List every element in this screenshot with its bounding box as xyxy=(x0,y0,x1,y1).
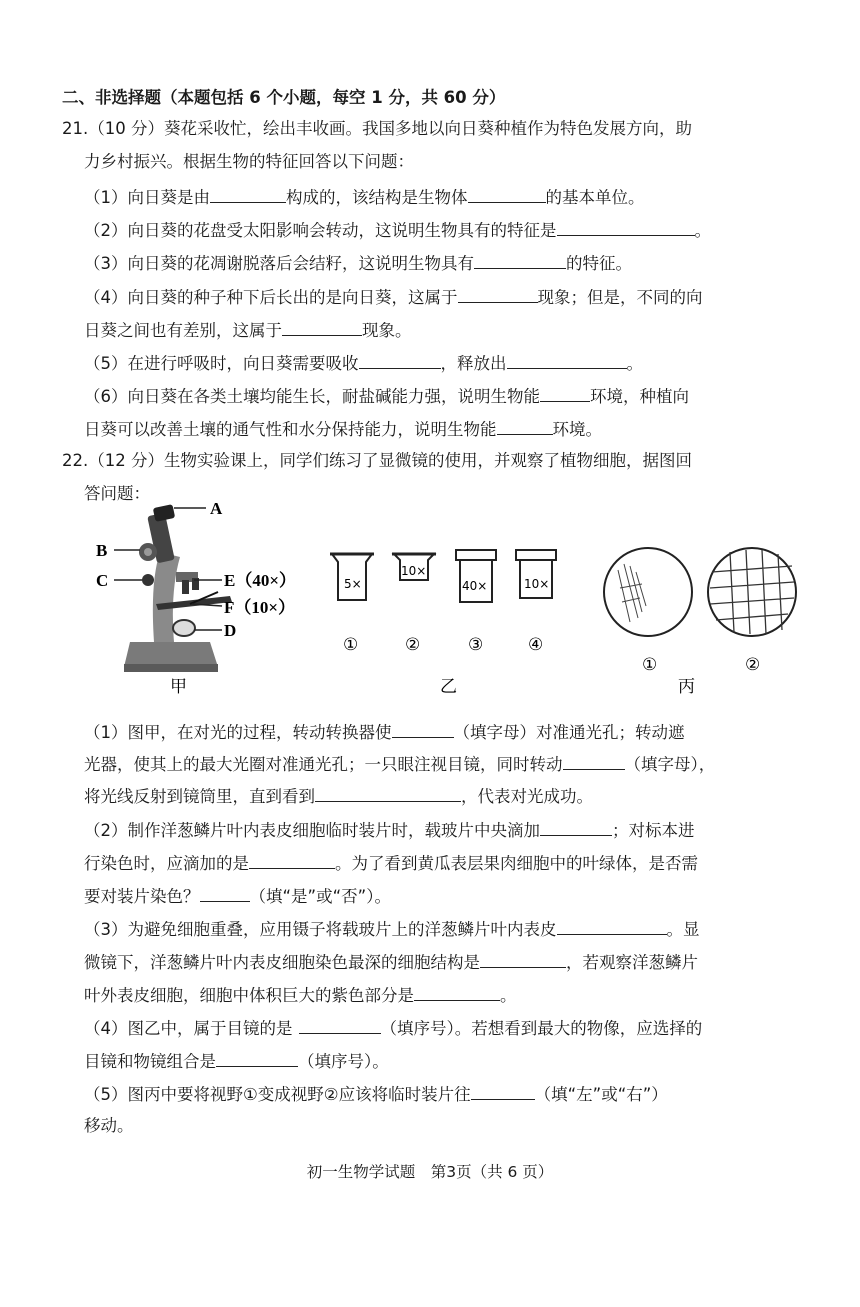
field-of-view-1 xyxy=(604,548,692,636)
q22-part3-line2 xyxy=(84,949,698,975)
q22-part5-line2: 移动。 xyxy=(84,1116,134,1135)
q21-p1-text-b: 构成的，该结构是生物体 xyxy=(286,188,468,207)
label-jia: 甲 xyxy=(170,677,187,697)
label-b: B xyxy=(96,541,108,560)
q22-p1-text-b: （填字母）对准通光孔；转动遮 xyxy=(453,723,685,742)
answer-blank[interactable] xyxy=(507,350,627,369)
q22-intro-line2: 答问题： xyxy=(84,484,150,503)
label-d: D xyxy=(224,621,237,640)
q22-part1-line3 xyxy=(84,783,593,809)
q21-part5 xyxy=(84,350,643,376)
lens-2-number: ② xyxy=(405,635,421,655)
answer-blank[interactable] xyxy=(474,250,566,269)
q21-p5-text-b: ，释放出 xyxy=(440,354,507,373)
q22-p3-text-a: （3）为避免细胞重叠，应用镊子将载玻片上的洋葱鳞片叶内表皮 xyxy=(84,920,557,939)
q22-p5-text-a: （5）图丙中要将视野①变成视野②应该将临时装片往 xyxy=(84,1085,471,1104)
q21-p5-text-a: （5）在进行呼吸时，向日葵需要吸收 xyxy=(84,354,359,373)
lens-2-mag: 10× xyxy=(401,564,427,578)
answer-blank[interactable] xyxy=(200,883,250,902)
q22-part3-line3 xyxy=(84,982,517,1008)
q21-p6-text-d: 环境。 xyxy=(552,420,602,439)
q21-p2-text-b: 。 xyxy=(694,221,711,240)
answer-blank[interactable] xyxy=(282,317,362,336)
q22-p3-text-c: 微镜下，洋葱鳞片叶内表皮细胞染色最深的细胞结构是 xyxy=(84,953,480,972)
answer-blank[interactable] xyxy=(299,1015,381,1034)
q21-part1 xyxy=(84,184,645,210)
q21-p6-text-b: 环境，种植向 xyxy=(590,387,689,406)
label-f: F（10×） xyxy=(224,598,296,617)
q21-p6-text-c: 日葵可以改善土壤的通气性和水分保持能力，说明生物能 xyxy=(84,420,497,439)
field-1-number: ① xyxy=(642,655,658,675)
answer-blank[interactable] xyxy=(216,1048,298,1067)
answer-blank[interactable] xyxy=(557,916,667,935)
q22-p4-text-b: （填序号）。若想看到最大的物像，应选择的 xyxy=(380,1019,703,1038)
q21-part3 xyxy=(84,250,632,276)
answer-blank[interactable] xyxy=(315,783,461,802)
answer-blank[interactable] xyxy=(210,184,286,203)
q22-p4-text-a: （4）图乙中，属于目镜的是 xyxy=(84,1019,293,1038)
q22-part4-line1 xyxy=(84,1015,702,1041)
q21-part2 xyxy=(84,217,711,243)
q22-p3-text-b: 。显 xyxy=(666,920,700,939)
q22-p2-text-e: 要对装片染色？ xyxy=(84,887,200,906)
microscope-figure xyxy=(90,492,810,702)
q22-part2-line3 xyxy=(84,883,391,909)
q21-p3-text-a: （3）向日葵的花凋谢脱落后会结籽，这说明生物具有 xyxy=(84,254,474,273)
label-c: C xyxy=(96,571,109,590)
q21-p4-text-b: 现象；但是，不同的向 xyxy=(537,288,703,307)
answer-blank[interactable] xyxy=(557,217,695,236)
q22-part1-line1 xyxy=(84,719,685,745)
q22-p1-text-a: （1）图甲，在对光的过程，转动转换器使 xyxy=(84,723,392,742)
q21-part6-line1 xyxy=(84,383,689,409)
field-of-view-2 xyxy=(708,548,796,636)
q21-p1-text-c: 的基本单位。 xyxy=(545,188,645,207)
lens-3-mag: 40× xyxy=(462,579,488,593)
q22-p3-text-d: ，若观察洋葱鳞片 xyxy=(566,953,698,972)
q22-p2-text-f: （填“是”或“否”）。 xyxy=(249,887,391,906)
q21-p4-text-c: 日葵之间也有差别，这属于 xyxy=(84,321,282,340)
q22-part5-line1 xyxy=(84,1081,668,1107)
q21-p4-text-a: （4）向日葵的种子种下后长出的是向日葵，这属于 xyxy=(84,288,458,307)
lens-1-number: ① xyxy=(343,635,359,655)
label-e: E（40×） xyxy=(224,571,297,590)
q22-part2-line2 xyxy=(84,850,698,876)
lens-4-mag: 10× xyxy=(524,577,550,591)
q22-p4-text-c: 目镜和物镜组合是 xyxy=(84,1052,216,1071)
lens-4-number: ④ xyxy=(528,635,544,655)
q21-intro-line1: 21.（10 分）葵花采收忙，绘出丰收画。我国多地以向日葵种植作为特色发展方向，助 xyxy=(62,119,692,138)
section-title: 二、非选择题（本题包括 6 个小题，每空 1 分，共 60 分） xyxy=(62,88,506,107)
answer-blank[interactable] xyxy=(249,850,335,869)
answer-blank[interactable] xyxy=(540,383,590,402)
q22-part3-line1 xyxy=(84,916,700,942)
q22-p1-text-e: 将光线反射到镜筒里，直到看到 xyxy=(84,787,315,806)
microscope-drawing xyxy=(114,504,232,672)
q22-p2-text-a: （2）制作洋葱鳞片叶内表皮细胞临时装片时，载玻片中央滴加 xyxy=(84,821,540,840)
q21-p5-text-c: 。 xyxy=(626,354,643,373)
answer-blank[interactable] xyxy=(471,1081,535,1100)
q21-p6-text-a: （6）向日葵在各类土壤均能生长，耐盐碱能力强，说明生物能 xyxy=(84,387,540,406)
q22-p1-text-d: （填字母）， xyxy=(624,755,716,774)
q21-p2-text-a: （2）向日葵的花盘受太阳影响会转动，这说明生物具有的特征是 xyxy=(84,221,557,240)
lens-1-mag: 5× xyxy=(344,577,362,591)
field-2-number: ② xyxy=(745,655,761,675)
q22-p2-text-d: 。为了看到黄瓜表层果肉细胞中的叶绿体，是否需 xyxy=(335,854,698,873)
q21-p3-text-b: 的特征。 xyxy=(566,254,632,273)
q22-p1-text-f: ，代表对光成功。 xyxy=(461,787,593,806)
answer-blank[interactable] xyxy=(480,949,566,968)
lens-3 xyxy=(456,550,496,602)
q21-p1-text-a: （1）向日葵是由 xyxy=(84,188,210,207)
answer-blank[interactable] xyxy=(563,751,625,770)
q22-p1-text-c: 光器，使其上的最大光圈对准通光孔；一只眼注视目镜，同时转动 xyxy=(84,755,563,774)
q22-part4-line2 xyxy=(84,1048,389,1074)
q22-p4-text-d: （填序号）。 xyxy=(298,1052,389,1071)
q22-p3-text-f: 。 xyxy=(500,986,517,1005)
q22-intro-line1: 22.（12 分）生物实验课上，同学们练习了显微镜的使用，并观察了植物细胞，据图回 xyxy=(62,451,692,470)
q22-p5-text-b: （填“左”或“右”） xyxy=(534,1085,668,1104)
q22-p2-text-c: 行染色时，应滴加的是 xyxy=(84,854,249,873)
answer-blank[interactable] xyxy=(414,982,500,1001)
q22-part2-line1 xyxy=(84,817,695,843)
q22-part1-line2 xyxy=(84,751,715,777)
page-footer: 初一生物学试题 第3页（共 6 页） xyxy=(306,1163,554,1181)
q21-intro-line2: 力乡村振兴。根据生物的特征回答以下问题： xyxy=(84,152,414,171)
label-yi: 乙 xyxy=(440,677,457,697)
lens-3-number: ③ xyxy=(468,635,484,655)
answer-blank[interactable] xyxy=(359,350,441,369)
answer-blank[interactable] xyxy=(497,416,553,435)
q21-part4-line1 xyxy=(84,284,703,310)
answer-blank[interactable] xyxy=(392,719,454,738)
q22-p2-text-b: ；对标本进 xyxy=(612,821,695,840)
answer-blank[interactable] xyxy=(458,284,538,303)
q21-part6-line2 xyxy=(84,416,602,442)
answer-blank[interactable] xyxy=(468,184,546,203)
answer-blank[interactable] xyxy=(540,817,612,836)
q21-p4-text-d: 现象。 xyxy=(362,321,412,340)
q22-p3-text-e: 叶外表皮细胞，细胞中体积巨大的紫色部分是 xyxy=(84,986,414,1005)
q21-part4-line2 xyxy=(84,317,412,343)
label-a: A xyxy=(210,499,223,518)
label-bing: 丙 xyxy=(678,677,695,697)
